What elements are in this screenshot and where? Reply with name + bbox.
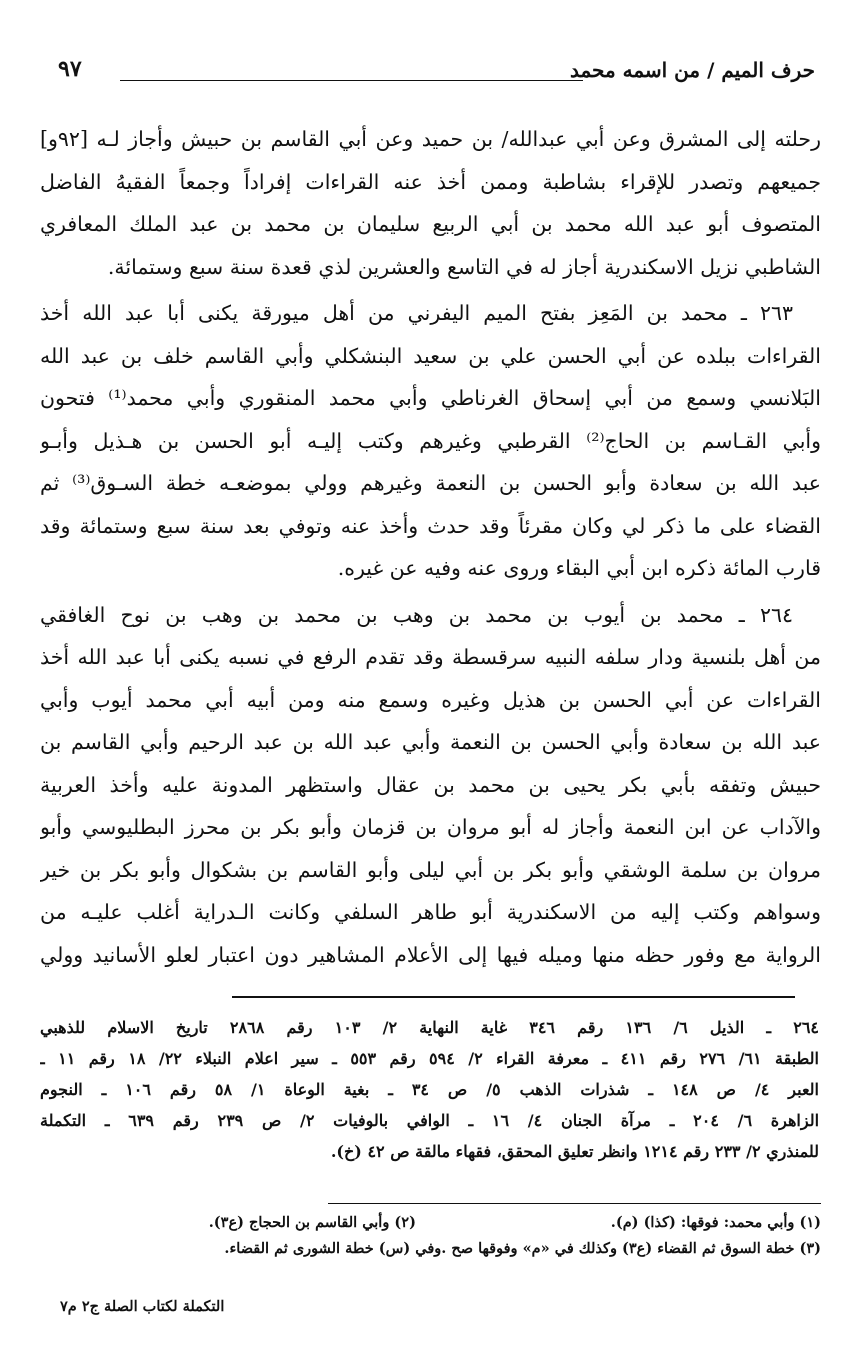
entry-263-heading-line: ٢٦٣ ـ محمد بن المَعِز بفتح الميم اليفرني من أهل ميورقة يكنى أبا عبد الله أخذ [40, 301, 793, 325]
text-line: الشاطبي نزيل الاسكندرية أجاز له في التاسع والعشرين لذي قعدة سنة سبع وستمائة. [107, 254, 821, 279]
note-row [40, 1210, 821, 1236]
page-number: ٩٧ [58, 56, 82, 82]
text-line: عبد الله بن سعادة وأبو الحسن بن النعمة وغيرهم وولي بموضعـه خطة السـوق⁽³⁾ ثم [40, 471, 821, 495]
critical-notes [40, 1210, 821, 1262]
bibliography-line: العبر ٤/ ص ١٤٨ ـ شذرات الذهب ٥/ ص ٣٤ ـ بغية الوعاة ١/ ٥٨ رقم ١٠٦ ـ النجوم [40, 1080, 819, 1099]
bibliography-block [40, 1012, 819, 1167]
volume-signature: التكملة لكتاب الصلة ج٢ م٧ [60, 1298, 225, 1315]
text-line: وأبي القـاسم بن الحاج⁽²⁾ القرطبي وغيرهم وكتب إليـه أبو الحسن بن هـذيل وأبـو [40, 428, 821, 453]
text-line: من أهل بلنسية ودار سلفه النبيه سرقسطة وقد تقدم الرفع في نسبه يكنى أبا عبد الله أخذ [40, 645, 821, 669]
text-line: رحلته إلى المشرق وعن أبي عبدالله/ بن حميد وعن أبي القاسم بن حبيش وأجاز لـه [٩٢و] [40, 127, 821, 151]
notes-divider [328, 1203, 821, 1204]
text-line: الرواية مع وفور حظه منها وميله فيها إلى الأعلام المشاهير دون اعتبار لعلو الأسانيد وولي [40, 942, 821, 967]
note-1: (١) وأبي محمد: فوقها: (كذا) (م). [610, 1214, 821, 1231]
main-text [40, 118, 821, 976]
text-line: القراءات ببلده عن أبي الحسن علي بن سعيد البنشكلي وأبي القاسم خلف بن عبد الله [40, 343, 821, 368]
text-line: جميعهم وتصدر للإقراء بشاطبة وممن أخذ عنه القراءات إفراداً وجمعاً الفقيهُ الفاضل [40, 169, 821, 194]
bibliography-line: الطبقة ٦١/ ٢٧٦ رقم ٤١١ ـ معرفة القراء ٢/ ٥٩٤ رقم ٥٥٣ ـ سير اعلام النبلاء ٢٢/ ١٨ رقم ١١ ـ [40, 1049, 819, 1068]
running-title: حرف الميم / من اسمه محمد [569, 58, 815, 82]
header-rule [120, 80, 583, 81]
text-line: مروان بن سلمة الوشقي وأبو بكر بن أبي ليلى وأبو القاسم بن بشكوال وأبو بكر بن خير [40, 857, 821, 882]
text-line: حبيش وتفقه بأبي بكر يحيى بن محمد بن عقال واستظهر المدونة عليه وأخذ العربية [40, 772, 821, 797]
text-line: عبد الله بن سعادة وأبي الحسن بن النعمة وأبي عبد الله بن عبد الرحيم وأبي القاسم بن [40, 730, 821, 754]
text-line: والآداب عن ابن النعمة وأجاز له أبو مروان بن قزمان وأبو بكر بن محرز البطليوسي وأبو [40, 815, 821, 839]
text-line: قارب المائة ذكره ابن أبي البقاء وروى عنه وفيه عن غيره. [337, 556, 821, 580]
text-line: القراءات عن أبي الحسن بن هذيل وغيره وسمع منه ومن أبيه أبي محمد أيوب وأبي [40, 687, 821, 712]
text-line: البَلانسي وسمع من أبي إسحاق الغرناطي وأبي محمد المنقوري وأبي محمد⁽¹⁾ فتحون [40, 386, 821, 410]
running-header [58, 58, 815, 98]
footnote-divider [232, 996, 795, 998]
note-3: (٣) خطة السوق ثم القضاء (ع٣) وكذلك في «م» وفوقها صح .وفي (س) خطة الشورى ثم القضاء. [224, 1240, 821, 1257]
note-2: (٢) وأبي القاسم بن الحجاج (ع٣). [208, 1214, 416, 1231]
text-line: القضاء على ما ذكر لي وكان مقرئاً وقد حدث وأخذ عنه وتوفي بعد سنة سبع وستمائة وقد [40, 513, 821, 538]
bibliography-line: للمنذري ٢/ ٢٣٣ رقم ١٢١٤ وانظر تعليق المحقق، فقهاء مالقة ص ٤٢ (خ). [330, 1142, 819, 1161]
bibliography-line: الزاهرة ٦/ ٢٠٤ ـ مرآة الجنان ٤/ ١٦ ـ الوافي بالوفيات ٢/ ص ٢٣٩ رقم ٦٣٩ ـ التكملة [40, 1111, 819, 1130]
text-line: المتصوف أبو عبد الله محمد بن أبي الربيع سليمان بن محمد بن عبد الملك المعافري [40, 212, 821, 236]
entry-264-heading-line: ٢٦٤ ـ محمد بن أيوب بن محمد بن وهب بن محمد بن وهب بن نوح الغافقي [40, 602, 793, 627]
bibliography-line: ٢٦٤ ـ الذيل ٦/ ١٣٦ رقم ٣٤٦ غاية النهاية ٢/ ١٠٣ رقم ٢٨٦٨ تاريخ الاسلام للذهبي [40, 1018, 819, 1037]
text-line: وسواهم وكتب إليه من الاسكندرية أبو طاهر السلفي وكانت الـدراية أغلب عليـه من [40, 900, 821, 924]
